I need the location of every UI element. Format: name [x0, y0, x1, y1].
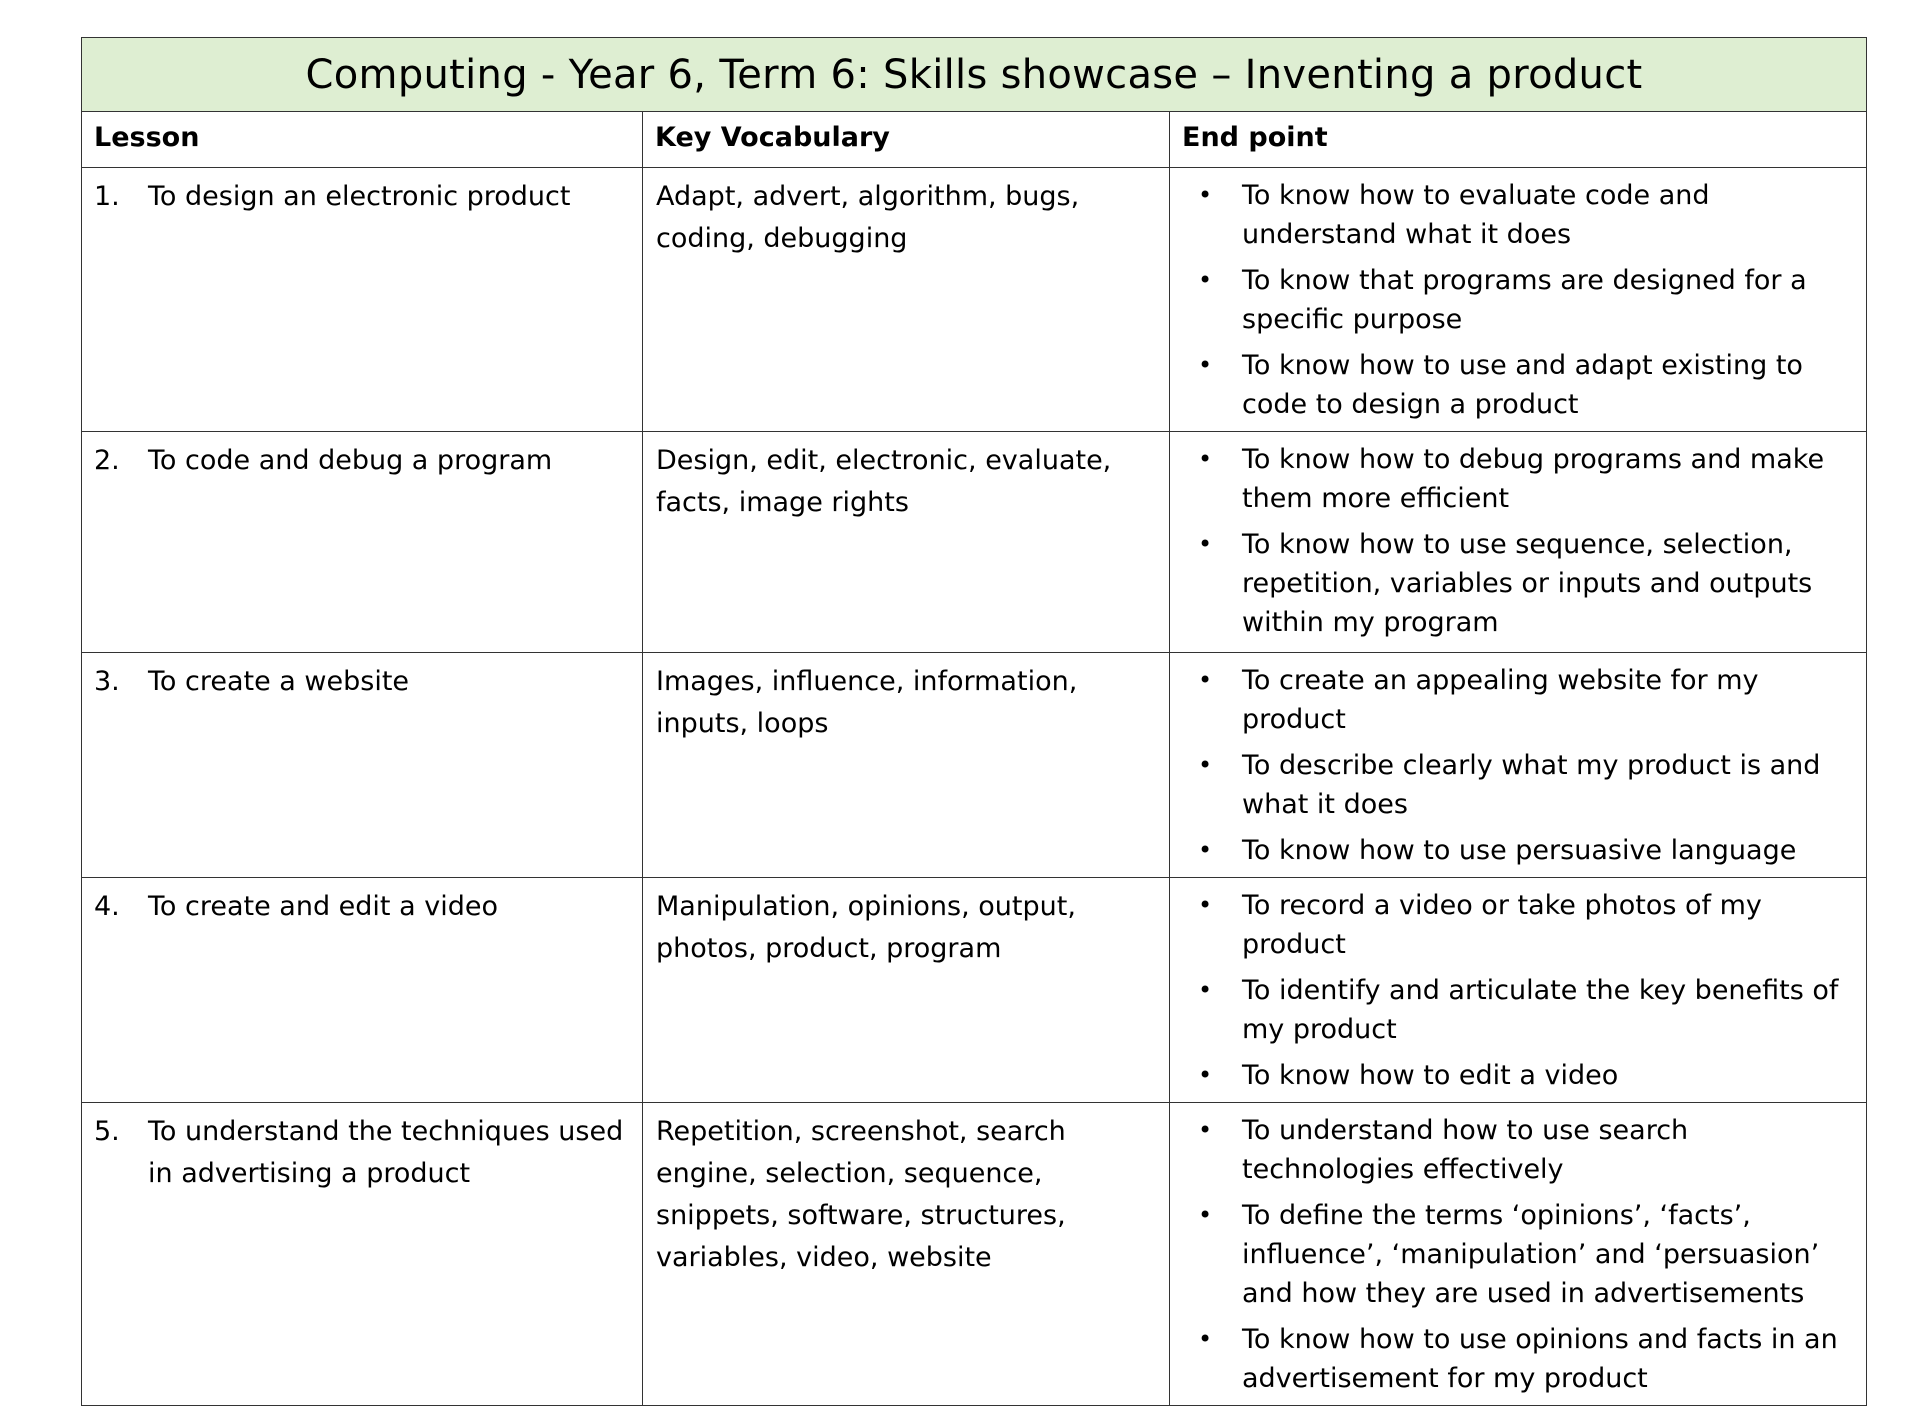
end-point-header: End point	[1170, 112, 1867, 168]
lesson-cell	[82, 878, 643, 1103]
table-row	[82, 1103, 1867, 1406]
lesson-number: 5.	[94, 1116, 120, 1147]
lesson-number: 2.	[94, 445, 120, 476]
lesson-title: To create and edit a video	[148, 891, 498, 922]
bullet-icon: •	[1198, 445, 1213, 473]
vocab-cell: Design, edit, electronic, evaluate, facts, image rights	[643, 432, 1170, 653]
end-point-text: To know how to edit a video	[1242, 1060, 1619, 1091]
end-point-list	[1182, 176, 1858, 424]
lesson-number: 1.	[94, 181, 120, 212]
end-point-item	[1182, 831, 1858, 870]
end-point-cell	[1170, 1103, 1867, 1406]
end-point-text: To describe clearly what my product is and what it does	[1242, 750, 1821, 820]
bullet-icon: •	[1198, 751, 1213, 779]
end-point-item	[1182, 661, 1858, 739]
lesson-number: 4.	[94, 891, 120, 922]
vocab-cell: Images, influence, information, inputs, loops	[643, 653, 1170, 878]
end-point-list	[1182, 886, 1858, 1095]
bullet-icon: •	[1198, 666, 1213, 694]
title-row	[82, 38, 1867, 112]
end-point-list	[1182, 661, 1858, 870]
end-point-item	[1182, 440, 1858, 518]
end-point-text: To identify and articulate the key benefits of my product	[1242, 975, 1839, 1045]
end-point-item	[1182, 1196, 1858, 1313]
end-point-text: To understand how to use search technologies effectively	[1242, 1115, 1689, 1185]
end-point-item	[1182, 1056, 1858, 1095]
bullet-icon: •	[1198, 530, 1213, 558]
end-point-text: To know how to use opinions and facts in an advertisement for my product	[1242, 1324, 1838, 1394]
end-point-cell	[1170, 168, 1867, 432]
end-point-item	[1182, 1320, 1858, 1398]
end-point-text: To define the terms ‘opinions’, ‘facts’, influence’, ‘manipulation’ and ‘persuasion’ and how they are used in advertisements	[1242, 1200, 1820, 1309]
end-point-cell	[1170, 878, 1867, 1103]
bullet-icon: •	[1198, 891, 1213, 919]
end-point-list	[1182, 1111, 1858, 1398]
end-point-item	[1182, 525, 1858, 642]
bullet-icon: •	[1198, 836, 1213, 864]
end-point-text: To record a video or take photos of my product	[1242, 890, 1762, 960]
vocab-cell: Manipulation, opinions, output, photos, product, program	[643, 878, 1170, 1103]
page-title: Computing - Year 6, Term 6: Skills showcase – Inventing a product	[82, 38, 1867, 112]
end-point-text: To know that programs are designed for a specific purpose	[1242, 265, 1807, 335]
lesson-header: Lesson	[82, 112, 643, 168]
table-row	[82, 432, 1867, 653]
table-row	[82, 878, 1867, 1103]
lesson-cell	[82, 1103, 643, 1406]
vocab-cell: Repetition, screenshot, search engine, selection, sequence, snippets, software, structures, variables, video, website	[643, 1103, 1170, 1406]
bullet-icon: •	[1198, 1061, 1213, 1089]
end-point-item	[1182, 346, 1858, 424]
lesson-title: To create a website	[148, 666, 410, 697]
end-point-text: To know how to use persuasive language	[1242, 835, 1797, 866]
end-point-text: To know how to debug programs and make them more efficient	[1242, 444, 1825, 514]
vocab-header: Key Vocabulary	[643, 112, 1170, 168]
end-point-text: To know how to use sequence, selection, repetition, variables or inputs and outputs within my program	[1242, 529, 1813, 638]
end-point-item	[1182, 886, 1858, 964]
lesson-cell	[82, 432, 643, 653]
end-point-list	[1182, 440, 1858, 642]
end-point-item	[1182, 971, 1858, 1049]
vocab-cell: Adapt, advert, algorithm, bugs, coding, debugging	[643, 168, 1170, 432]
end-point-text: To know how to evaluate code and understand what it does	[1242, 180, 1710, 250]
lesson-title: To design an electronic product	[148, 181, 571, 212]
bullet-icon: •	[1198, 181, 1213, 209]
end-point-text: To know how to use and adapt existing to code to design a product	[1242, 350, 1803, 420]
end-point-text: To create an appealing website for my product	[1242, 665, 1759, 735]
lesson-title: To understand the techniques used in advertising a product	[148, 1116, 624, 1189]
bullet-icon: •	[1198, 1201, 1213, 1229]
end-point-cell	[1170, 432, 1867, 653]
lesson-title: To code and debug a program	[148, 445, 553, 476]
bullet-icon: •	[1198, 1116, 1213, 1144]
lesson-cell	[82, 168, 643, 432]
end-point-item	[1182, 176, 1858, 254]
table-row	[82, 653, 1867, 878]
bullet-icon: •	[1198, 266, 1213, 294]
header-row	[82, 112, 1867, 168]
lesson-number: 3.	[94, 666, 120, 697]
bullet-icon: •	[1198, 351, 1213, 379]
lesson-cell	[82, 653, 643, 878]
end-point-cell	[1170, 653, 1867, 878]
table-row	[82, 168, 1867, 432]
bullet-icon: •	[1198, 976, 1213, 1004]
curriculum-table	[81, 37, 1867, 1406]
end-point-item	[1182, 746, 1858, 824]
end-point-item	[1182, 1111, 1858, 1189]
end-point-item	[1182, 261, 1858, 339]
bullet-icon: •	[1198, 1325, 1213, 1353]
